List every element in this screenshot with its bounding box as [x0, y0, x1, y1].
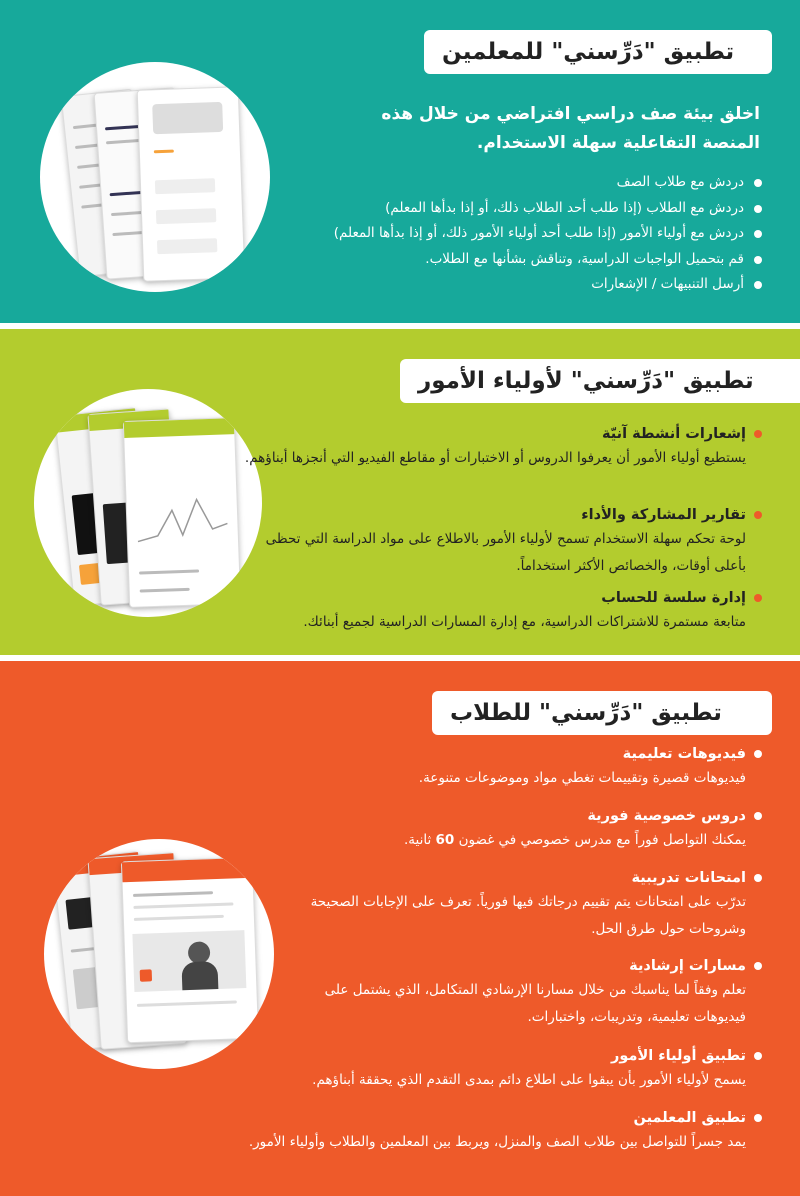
teachers-feature-list [302, 170, 762, 298]
item-text: تعلم وفقاً لما يناسبك من خلال مسارنا الإرشادي المتكامل، الذي يشتمل على فيديوهات تعليمية، وتدريبات، واختبارات. [324, 982, 746, 1025]
parents-item [212, 423, 762, 472]
teachers-title-box [424, 30, 772, 74]
item-text: يمد جسراً للتواصل بين طلاب الصف والمنزل، ويربط بين المعلمين والطلاب وأولياء الأمور. [248, 1134, 746, 1150]
item-heading: دروس خصوصية فورية [202, 805, 762, 827]
teachers-title: تطبيق "دَرِّسني" للمعلمين [442, 39, 735, 65]
list-item: أرسل التنبيهات / الإشعارات [302, 272, 762, 298]
play-icon [140, 969, 152, 981]
students-title: تطبيق "دَرِّسني" للطلاب [450, 700, 722, 726]
item-heading: تطبيق المعلمين [122, 1107, 762, 1129]
item-heading: تقارير المشاركة والأداء [262, 504, 762, 526]
item-text-after: ثانية. [403, 832, 432, 848]
parents-item [262, 504, 762, 580]
item-heading: إدارة سلسة للحساب [202, 587, 762, 609]
item-text: يستطيع أولياء الأمور أن يعرفوا الدروس أو الاختبارات أو مقاطع الفيديو التي أنجزها أبناؤهم. [244, 450, 746, 466]
students-item [202, 805, 762, 854]
item-text: فيديوهات قصيرة وتقييمات تغطي مواد وموضوعات متنوعة. [418, 770, 746, 786]
item-text: لوحة تحكم سهلة الاستخدام تسمح لأولياء الأمور بالاطلاع على مواد الدراسة التي تحظى بأعلى أوقات، والخصائص الأكثر استخداماً. [265, 531, 746, 574]
item-text: تدرّب على امتحانات يتم تقييم درجاتك فيها فورياً. تعرف على الإجابات الصحيحة وشروحات حول طرق الحل. [310, 894, 746, 937]
item-heading: فيديوهات تعليمية [202, 743, 762, 765]
line-chart-icon [131, 478, 233, 551]
parents-item [202, 587, 762, 636]
students-item [272, 867, 762, 943]
item-text: يسمح لأولياء الأمور بأن يبقوا على اطلاع دائم بمدى التقدم الذي يحققة أبناؤهم. [312, 1072, 746, 1088]
teachers-intro: اخلق بيئة صف دراسي افتراضي من خلال هذه المنصة التفاعلية سهلة الاستخدام. [381, 104, 760, 153]
students-item [272, 955, 762, 1031]
phone-mock [121, 857, 259, 1043]
item-text: متابعة مستمرة للاشتراكات الدراسية، مع إدارة المسارات الدراسية لجميع أبنائك. [303, 614, 746, 630]
students-item [202, 743, 762, 792]
students-item [122, 1107, 762, 1156]
students-item [162, 1045, 762, 1094]
item-heading: مسارات إرشادية [272, 955, 762, 977]
video-thumbnail [132, 930, 246, 992]
item-heading: تطبيق أولياء الأمور [162, 1045, 762, 1067]
students-section [0, 661, 800, 1196]
item-text-before: يمكنك التواصل فوراً مع مدرس خصوصي في غضون [458, 832, 746, 848]
teachers-app-screenshot [40, 62, 270, 292]
list-item: دردش مع طلاب الصف [302, 170, 762, 196]
teachers-section [0, 0, 800, 323]
list-item: دردش مع الطلاب (إذا طلب أحد الطلاب ذلك، أو إذا بدأها المعلم) [302, 196, 762, 222]
students-app-screenshot [44, 839, 274, 1069]
seconds-number: 60 [435, 832, 455, 848]
item-text [202, 827, 746, 854]
list-item: قم بتحميل الواجبات الدراسية، وتناقش بشأنها مع الطلاب. [302, 247, 762, 273]
students-title-box [432, 691, 772, 735]
list-item: دردش مع أولياء الأمور (إذا طلب أحد أولياء الأمور ذلك، أو إذا بدأها المعلم) [302, 221, 762, 247]
parents-title: تطبيق "دَرِّسني" لأولياء الأمور [418, 368, 754, 394]
item-heading: امتحانات تدريبية [272, 867, 762, 889]
item-heading: إشعارات أنشطة آنيّة [212, 423, 762, 445]
parents-section [0, 329, 800, 655]
parents-title-box [400, 359, 800, 403]
phone-mock [137, 86, 246, 281]
